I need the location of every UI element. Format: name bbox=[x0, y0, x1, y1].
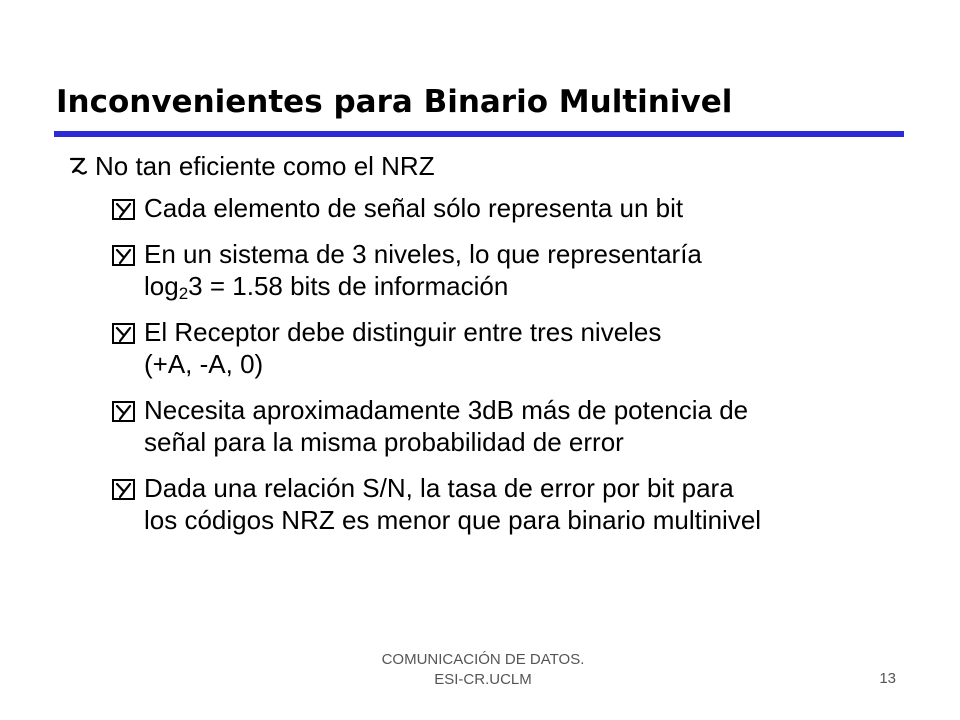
page-number: 13 bbox=[879, 670, 896, 687]
sub-bullet-item bbox=[58, 394, 918, 458]
main-bullet-item bbox=[58, 150, 918, 182]
log-rest: 3 = 1.58 bits de información bbox=[188, 271, 509, 301]
footer-institution: ESI-CR.UCLM bbox=[434, 671, 532, 688]
sub-bullet-item bbox=[58, 238, 918, 302]
sub-bullet-text-continued: los códigos NRZ es menor que para binario multinivel bbox=[144, 505, 762, 535]
checkbox-y-bullet-icon bbox=[112, 479, 135, 500]
checkbox-y-bullet-icon bbox=[112, 245, 135, 266]
sub-bullet-item bbox=[58, 192, 918, 224]
sub-bullet-text-continued: (+A, -A, 0) bbox=[144, 349, 264, 379]
sub-bullet-item bbox=[58, 316, 918, 380]
log-base: 2 bbox=[178, 284, 189, 303]
sub-bullet-text: En un sistema de 3 niveles, lo que representaría bbox=[144, 239, 702, 269]
checkbox-y-bullet-icon bbox=[112, 401, 135, 422]
sub-bullet-text: El Receptor debe distinguir entre tres niveles bbox=[144, 317, 662, 347]
title-underline bbox=[54, 131, 904, 137]
checkbox-y-bullet-icon bbox=[112, 323, 135, 344]
main-bullet-text: No tan eficiente como el NRZ bbox=[95, 151, 435, 181]
sub-bullet-text: Dada una relación S/N, la tasa de error por bit para bbox=[144, 473, 734, 503]
checkbox-y-bullet-icon bbox=[112, 199, 135, 220]
slide-title: Inconvenientes para Binario Multinivel bbox=[56, 84, 733, 120]
sub-bullet-item bbox=[58, 472, 918, 536]
sub-bullet-text-continued: señal para la misma probabilidad de error bbox=[144, 427, 624, 457]
sub-bullet-text: Cada elemento de señal sólo representa un bit bbox=[144, 193, 684, 223]
z-curl-bullet-icon bbox=[68, 155, 88, 177]
log-prefix: log bbox=[144, 271, 179, 301]
slide-footer bbox=[358, 650, 608, 690]
sub-bullet-text: Necesita aproximadamente 3dB más de potencia de bbox=[144, 395, 749, 425]
log-formula bbox=[144, 270, 918, 302]
slide-content bbox=[58, 150, 918, 550]
footer-course: COMUNICACIÓN DE DATOS. bbox=[381, 651, 585, 668]
